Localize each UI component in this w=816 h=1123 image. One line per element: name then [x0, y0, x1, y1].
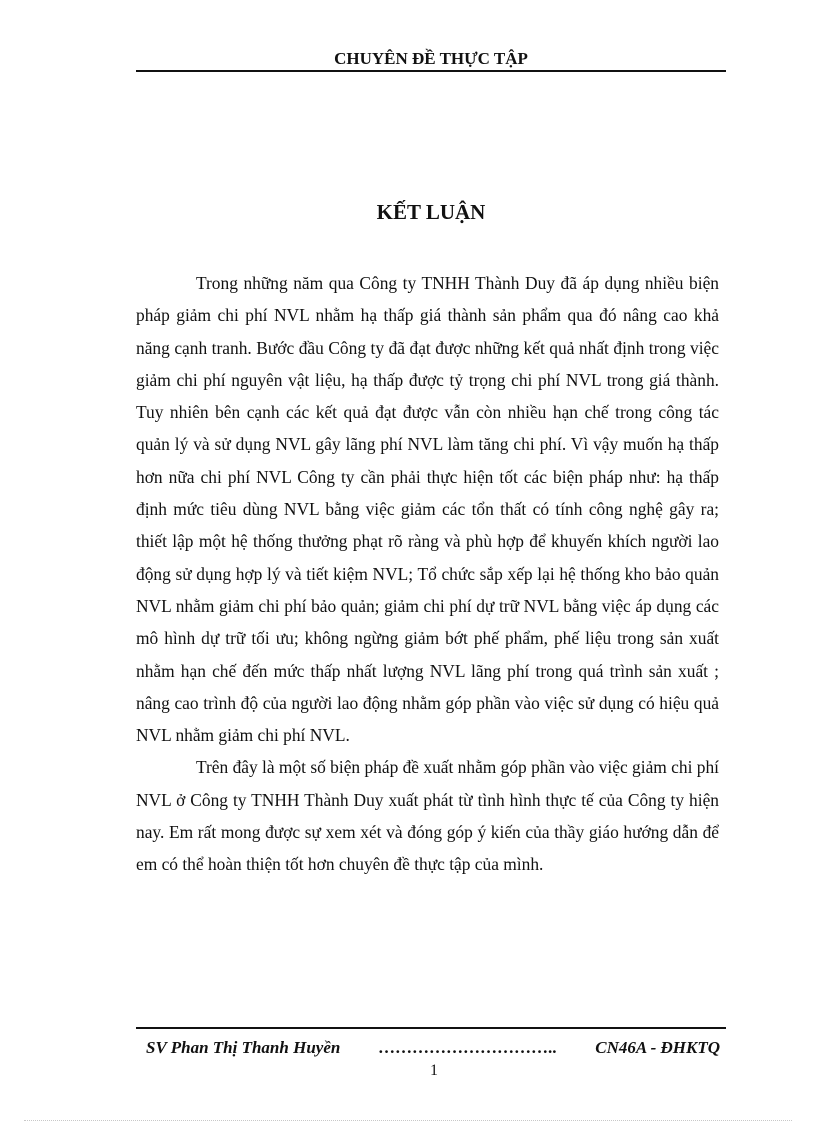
page-edge-divider	[24, 1120, 792, 1121]
page-title: KẾT LUẬN	[376, 200, 486, 224]
header-title: CHUYÊN ĐỀ THỰC TẬP	[334, 49, 528, 68]
footer-divider	[136, 1027, 726, 1029]
footer-author: SV Phan Thị Thanh Huyền	[146, 1038, 341, 1057]
page-number: 1	[430, 1062, 438, 1079]
header-divider	[136, 70, 726, 72]
footer-class-code: CN46A - ĐHKTQ	[595, 1038, 720, 1057]
footer-leader-dots: …………………………..	[378, 1038, 558, 1057]
paragraph-1: Trong những năm qua Công ty TNHH Thành Duy đã áp dụng nhiều biện pháp giảm chi phí NVL nhằm hạ thấp giá thành sản phẩm qua đó nâng cao khả năng cạnh tranh. Bước đầu Công ty đã đạt được những kết quả nhất định trong việc giảm chi phí nguyên vật liệu, hạ thấp được tỷ trọng chi phí NVL trong giá thành. Tuy nhiên bên cạnh các kết quả đạt được vẫn còn nhiều hạn chế trong công tác quản lý và sử dụng NVL gây lãng phí NVL làm tăng chi phí. Vì vậy muốn hạ thấp hơn nữa chi phí NVL Công ty cần phải thực hiện tốt các biện pháp như: hạ thấp định mức tiêu dùng NVL bằng việc giảm các tổn thất có tính công nghệ gây ra; thiết lập một hệ thống thưởng phạt rõ ràng và phù hợp để khuyến khích người lao động sử dụng hợp lý và tiết kiệm NVL; Tổ chức sắp xếp lại hệ thống kho bảo quản NVL nhằm giảm chi phí bảo quản; giảm chi phí dự trữ NVL bằng việc áp dụng các mô hình dự trữ tối ưu; không ngừng giảm bớt phế phẩm, phế liệu trong sản xuất nhằm hạn chế đến mức thấp nhất lượng NVL lãng phí trong quá trình sản xuất ; nâng cao trình độ của người lao động nhằm góp phần vào việc sử dụng có hiệu quả NVL nhằm giảm chi phí NVL.	[136, 273, 719, 746]
footer	[146, 1036, 720, 1060]
paragraph-2: Trên đây là một số biện pháp đề xuất nhằm góp phần vào việc giảm chi phí NVL ở Công ty TNHH Thành Duy xuất phát từ tình hình thực tế của Công ty hiện nay. Em rất mong được sự xem xét và đóng góp ý kiến của thầy giáo hướng dẫn để em có thể hoàn thiện tốt hơn chuyên đề thực tập của mình.	[136, 757, 719, 875]
body-text	[136, 267, 719, 881]
